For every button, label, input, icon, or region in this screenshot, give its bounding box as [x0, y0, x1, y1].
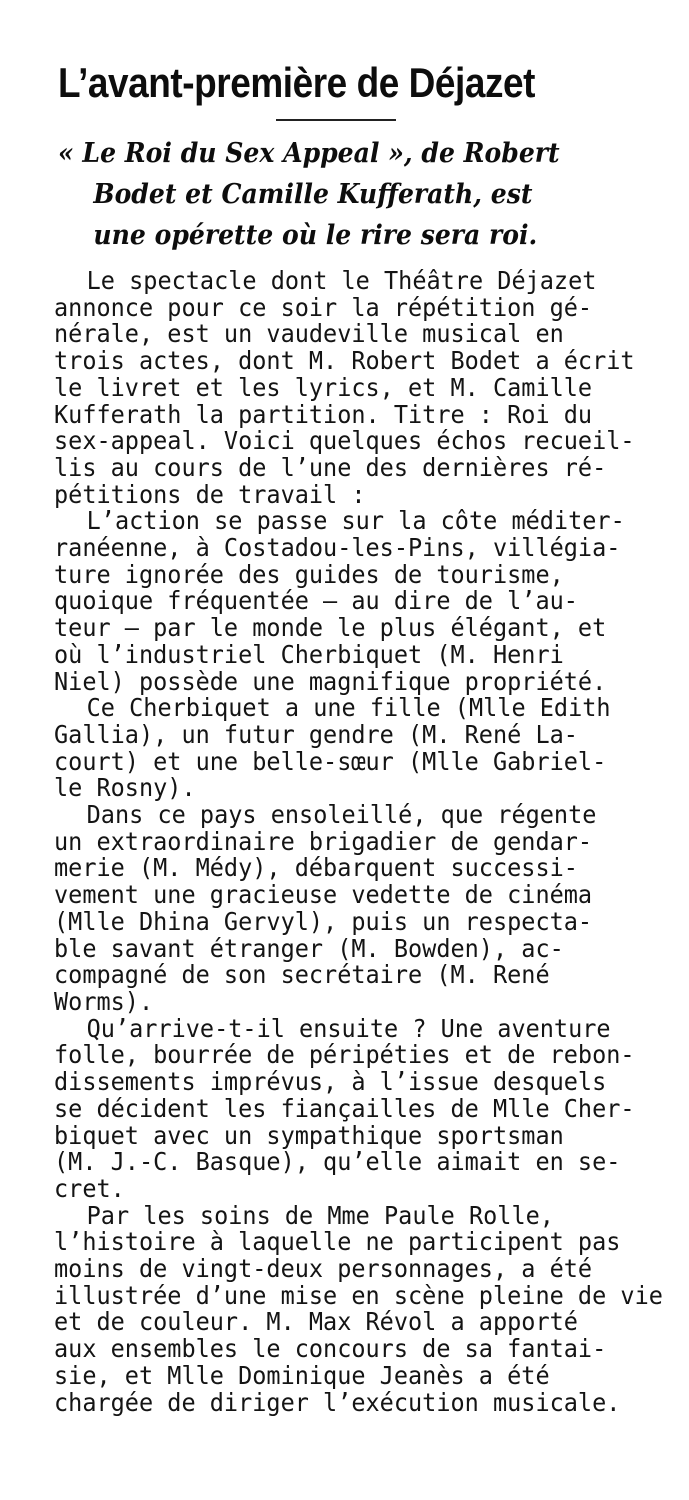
body-line: cret.: [54, 1173, 125, 1203]
body-line: (Mlle Dhina Gervyl), puis un respecta-: [54, 906, 593, 936]
body-line: vement une gracieuse vedette de cinéma: [54, 880, 593, 910]
body-line: nérale, est un vaudeville musical en: [54, 319, 564, 349]
body-line: aux ensembles le concours de sa fantai-: [54, 1334, 607, 1364]
body-line: Worms).: [54, 986, 154, 1016]
body-line: Gallia), un futur gendre (M. René La-: [54, 719, 578, 749]
body-line: ture ignorée des guides de tourisme,: [54, 559, 564, 589]
headline-rule: [276, 119, 396, 121]
subhead-line: « Le Roi du Sex Appeal », de Robert: [58, 138, 560, 169]
body-line: se décident les fiançailles de Mlle Cher-: [54, 1093, 635, 1123]
body-line: trois actes, dont M. Robert Bodet a écrit: [54, 346, 635, 376]
body-line: Niel) possède une magnifique propriété.: [54, 666, 607, 696]
body-line: compagné de son secrétaire (M. René: [54, 960, 550, 990]
body-line: folle, bourrée de péripéties et de rebon-: [54, 1040, 635, 1070]
body-line: Ce Cherbiquet a une fille (Mlle Edith: [86, 693, 611, 723]
body-line: merie (M. Médy), débarquent successi-: [54, 853, 578, 883]
body-line: sex-appeal. Voici quelques échos recueil-: [54, 426, 635, 456]
body-line: biquet avec un sympathique sportsman: [54, 1120, 564, 1150]
body-line: pétitions de travail :: [54, 479, 366, 509]
body-line: le livret et les lyrics, et M. Camille: [54, 372, 593, 402]
body-line: L’action se passe sur la côte méditer-: [86, 506, 625, 536]
body-line: et de couleur. M. Max Révol a apporté: [54, 1307, 578, 1337]
body-line: ranéenne, à Costadou-les-Pins, villégia-: [54, 533, 621, 563]
article-body: [54, 266, 663, 1417]
subheadline: [58, 133, 616, 256]
body-line: sie, et Mlle Dominique Jeanès a été: [54, 1360, 550, 1390]
body-line: Dans ce pays ensoleillé, que régente: [86, 800, 597, 830]
headline: L’avant-première de Déjazet: [58, 59, 536, 106]
body-line: moins de vingt-deux personnages, a été: [54, 1254, 593, 1284]
body-line: Qu’arrive-t-il ensuite ? Une aventure: [86, 1013, 611, 1043]
body-line: chargée de diriger l’exécution musicale.: [54, 1387, 621, 1417]
body-line: illustrée d’une mise en scène pleine de vie: [54, 1280, 663, 1310]
subhead-line: Bodet et Camille Kufferath, est: [93, 179, 533, 210]
body-line: lis au cours de l’une des dernières ré-: [54, 452, 607, 482]
body-line: teur — par le monde le plus élégant, et: [54, 613, 607, 643]
body-line: ble savant étranger (M. Bowden), ac-: [54, 933, 564, 963]
body-line: Le spectacle dont le Théâtre Déjazet: [86, 266, 597, 295]
body-line: Par les soins de Mme Paule Rolle,: [86, 1200, 554, 1230]
subhead-line: une opérette où le rire sera roi.: [93, 220, 538, 251]
body-line: l’histoire à laquelle ne participent pas: [54, 1227, 621, 1257]
body-line: dissements imprévus, à l’issue desquels: [54, 1067, 607, 1097]
body-line: un extraordinaire brigadier de gendar-: [54, 826, 593, 856]
body-line: (M. J.-C. Basque), qu’elle aimait en se-: [54, 1147, 621, 1177]
body-line: où l’industriel Cherbiquet (M. Henri: [54, 639, 564, 669]
body-line: le Rosny).: [54, 773, 196, 803]
body-line: court) et une belle-sœur (Mlle Gabriel-: [54, 746, 607, 776]
body-line: annonce pour ce soir la répétition gé-: [54, 292, 593, 322]
body-line: Kufferath la partition. Titre : Roi du: [54, 399, 593, 429]
body-line: quoique fréquentée — au dire de l’au-: [54, 586, 578, 616]
